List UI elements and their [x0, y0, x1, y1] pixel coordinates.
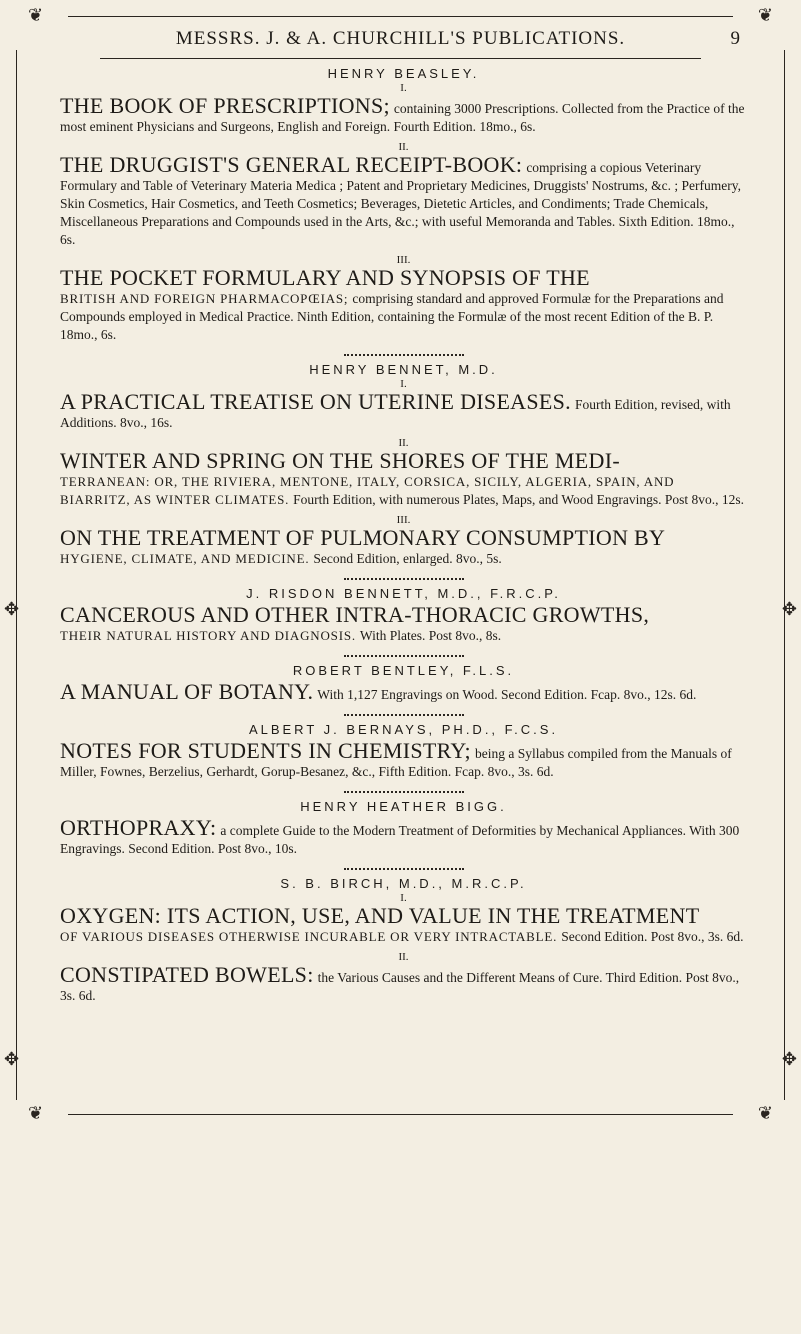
publication-entry	[60, 449, 747, 509]
entry-title: THE BOOK OF PRESCRIPTIONS;	[60, 93, 390, 118]
author-name: S. B. BIRCH, M.D., M.R.C.P.	[280, 876, 527, 891]
corner-ornament-icon: ❦	[28, 5, 44, 25]
publication-entry	[60, 526, 747, 568]
page-number: 9	[730, 28, 741, 49]
section-divider	[344, 787, 464, 793]
entry-description: being a Syllabus compiled from the Manuals of Miller, Fownes, Berzelius, Gerhardt, Gorup-Besanez, &c., Fifth Edition. Fcap. 8vo., 3s. 6d.	[60, 746, 732, 779]
side-ornament-icon: ✥	[4, 1049, 20, 1069]
side-ornament-icon: ✥	[781, 1049, 797, 1069]
top-border-ornament	[28, 5, 773, 25]
author-name: HENRY HEATHER BIGG.	[300, 799, 507, 814]
publication-list	[60, 66, 747, 1011]
entry-description: comprising a copious Veterinary Formulary and Table of Veterinary Materia Medica ; Patent and Proprietary Medicines, Druggists' Nostrums, &c. ; Perfumery, Skin Cosmetics, Hair Cosmetics, and Teeth Cosmetics; Beverages, Dietetic Articles, and Condiments; Trade Chemicals, Miscellaneous Preparations and Compounds used in the Arts, &c.; with useful Memoranda and Tables. Sixth Edition. 18mo., 6s.	[60, 160, 741, 247]
entry-subtitle: HYGIENE, CLIMATE, AND MEDICINE.	[60, 551, 310, 566]
section-divider	[344, 710, 464, 716]
corner-ornament-icon: ❦	[757, 1103, 773, 1123]
right-border-rule	[776, 50, 785, 1100]
publication-entry	[60, 963, 747, 1005]
publication-entry	[60, 680, 747, 704]
entry-number: I.	[400, 892, 407, 904]
entry-subtitle: THEIR NATURAL HISTORY AND DIAGNOSIS.	[60, 628, 356, 643]
author-name: ALBERT J. BERNAYS, PH.D., F.C.S.	[248, 722, 559, 737]
section-divider	[344, 350, 464, 356]
author-name: ROBERT BENTLEY, F.L.S.	[292, 663, 515, 678]
entry-description: containing 3000 Prescriptions. Collected from the Practice of the most eminent Physicians and Surgeons, English and Foreign. Fourth Edition. 18mo., 6s.	[60, 101, 745, 134]
entry-description: comprising standard and approved Formulæ for the Preparations and Compounds employed in Medical Practice. Ninth Edition, containing the Formulæ of the most recent Edition of the B. P. 18mo., 6s.	[60, 291, 724, 342]
entry-description: Second Edition, enlarged. 8vo., 5s.	[313, 551, 502, 566]
entry-description: the Various Causes and the Different Means of Cure. Third Edition. Post 8vo., 3s. 6d.	[60, 970, 740, 1003]
publication-entry	[60, 603, 747, 645]
entry-number: I.	[400, 82, 407, 94]
entry-title: A PRACTICAL TREATISE ON UTERINE DISEASES.	[60, 389, 571, 414]
author-name: HENRY BENNET, M.D.	[309, 362, 498, 377]
entry-title: NOTES FOR STUDENTS IN CHEMISTRY;	[60, 738, 471, 763]
header-rule	[100, 58, 701, 59]
entry-title: CONSTIPATED BOWELS:	[60, 962, 314, 987]
section-divider	[344, 864, 464, 870]
entry-description: Second Edition. Post 8vo., 3s. 6d.	[561, 929, 744, 944]
publication-entry	[60, 153, 747, 249]
entry-number: III.	[396, 514, 411, 526]
author-name: J. RISDON BENNETT, M.D., F.R.C.P.	[246, 586, 561, 601]
entry-number: II.	[398, 951, 409, 963]
corner-ornament-icon: ❦	[757, 5, 773, 25]
entry-description: Fourth Edition, revised, with Additions. 8vo., 16s.	[60, 397, 731, 430]
entry-subtitle: BRITISH AND FOREIGN PHARMACOPŒIAS;	[60, 291, 349, 306]
section-divider	[344, 651, 464, 657]
running-title: MESSRS. J. & A. CHURCHILL'S PUBLICATIONS.	[175, 28, 626, 49]
entry-description: Fourth Edition, with numerous Plates, Maps, and Wood Engravings. Post 8vo., 12s.	[293, 492, 745, 507]
side-ornament-icon: ✥	[781, 599, 797, 619]
publication-entry	[60, 390, 747, 432]
entry-title: ORTHOPRAXY:	[60, 815, 217, 840]
running-header	[60, 28, 741, 50]
entry-description: a complete Guide to the Modern Treatment of Deformities by Mechanical Appliances. With 300 Engravings. Second Edition. Post 8vo., 10s.	[60, 823, 740, 856]
entry-description: With 1,127 Engravings on Wood. Second Edition. Fcap. 8vo., 12s. 6d.	[317, 687, 697, 702]
publication-entry	[60, 904, 747, 946]
entry-title: THE DRUGGIST'S GENERAL RECEIPT-BOOK:	[60, 152, 523, 177]
entry-title: CANCEROUS AND OTHER INTRA-THORACIC GROWTHS,	[60, 602, 650, 627]
entry-number: III.	[396, 254, 411, 266]
entry-subtitle: OF VARIOUS DISEASES OTHERWISE INCURABLE OR VERY INTRACTABLE.	[60, 929, 558, 944]
publication-entry	[60, 739, 747, 781]
left-border-rule	[16, 50, 25, 1100]
entry-title: THE POCKET FORMULARY AND SYNOPSIS OF THE	[60, 265, 590, 290]
entry-title: OXYGEN: ITS ACTION, USE, AND VALUE IN THE TREATMENT	[60, 903, 700, 928]
entry-description: With Plates. Post 8vo., 8s.	[359, 628, 502, 643]
entry-number: II.	[398, 141, 409, 153]
publication-entry	[60, 266, 747, 344]
entry-title: A MANUAL OF BOTANY.	[60, 679, 314, 704]
author-name: HENRY BEASLEY.	[327, 66, 480, 81]
corner-ornament-icon: ❦	[28, 1103, 44, 1123]
entry-subtitle: TERRANEAN: OR, THE RIVIERA, MENTONE, ITALY, CORSICA, SICILY, ALGERIA, SPAIN, AND BIARRITZ, AS WINTER CLIMATES.	[60, 474, 675, 507]
publication-entry	[60, 94, 747, 136]
publication-entry	[60, 816, 747, 858]
entry-title: ON THE TREATMENT OF PULMONARY CONSUMPTION BY	[60, 525, 666, 550]
entry-number: I.	[400, 378, 407, 390]
bottom-border-ornament	[28, 1103, 773, 1123]
section-divider	[344, 574, 464, 580]
entry-number: II.	[398, 437, 409, 449]
side-ornament-icon: ✥	[4, 599, 20, 619]
entry-title: WINTER AND SPRING ON THE SHORES OF THE MEDI-	[60, 448, 620, 473]
